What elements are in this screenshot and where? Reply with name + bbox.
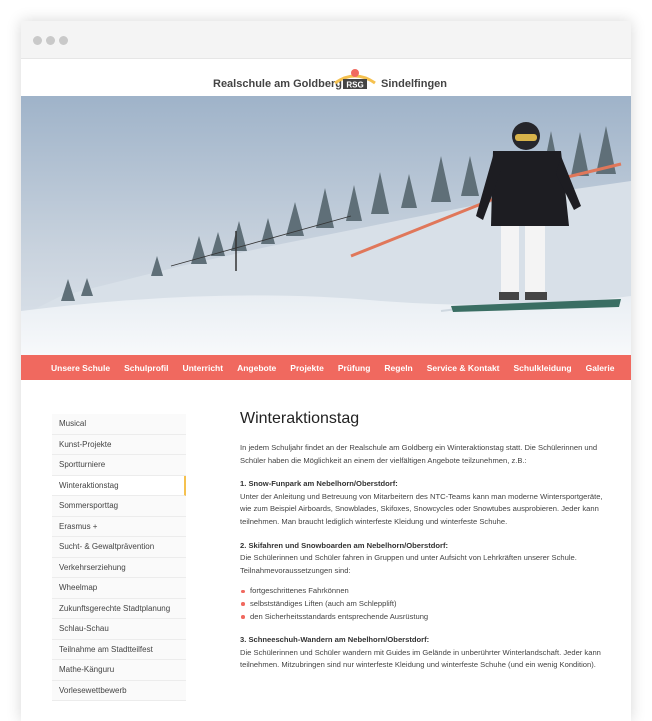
sidebar-item-sportturniere[interactable]: Sportturniere — [52, 455, 186, 476]
sidebar-menu — [52, 414, 186, 701]
nav-item-pruefung[interactable]: Prüfung — [337, 362, 371, 373]
nav-item-schulprofil[interactable]: Schulprofil — [124, 362, 169, 373]
section-3 — [240, 634, 610, 672]
section-3-text: Die Schülerinnen und Schüler wandern mit Guides im Gelände in unberührter Winterlandschaft. Jeder kann teilnehmen. Mitzubringen sind nur winterfeste Kleidung und winterfeste Schuhe (und ein wenig Kondition). — [240, 647, 601, 670]
school-name-right: Sindelfingen — [381, 78, 447, 90]
window-dot-icon[interactable] — [46, 36, 55, 45]
main-nav — [21, 355, 631, 380]
sidebar-item-vorlesewettbewerb[interactable]: Vorlesewettbewerb — [52, 681, 186, 702]
sidebar-item-winteraktionstag[interactable]: Winteraktionstag — [52, 476, 186, 497]
page-content — [21, 380, 631, 720]
nav-item-service-kontakt[interactable]: Service & Kontakt — [426, 362, 500, 373]
sidebar-item-schlau-schau[interactable]: Schlau-Schau — [52, 619, 186, 640]
window-dot-icon[interactable] — [33, 36, 42, 45]
browser-window — [21, 21, 631, 721]
section-1 — [240, 478, 610, 528]
hero-image — [21, 96, 631, 355]
section-3-title: 3. Schneeschuh-Wandern am Nebelhorn/Oberstdorf: — [240, 635, 430, 645]
nav-item-projekte[interactable]: Projekte — [290, 362, 324, 373]
sidebar-item-musical[interactable]: Musical — [52, 414, 186, 435]
nav-item-schulkleidung[interactable]: Schulkleidung — [513, 362, 572, 373]
nav-item-angebote[interactable]: Angebote — [237, 362, 277, 373]
nav-item-unterricht[interactable]: Unterricht — [182, 362, 224, 373]
school-name-left: Realschule am Goldberg — [213, 78, 342, 90]
sidebar-item-kunst-projekte[interactable]: Kunst-Projekte — [52, 435, 186, 456]
sidebar-item-erasmus[interactable]: Erasmus + — [52, 517, 186, 538]
list-item: fortgeschrittenes Fahrkönnen — [240, 585, 610, 598]
nav-item-regeln[interactable]: Regeln — [384, 362, 413, 373]
site-header — [21, 59, 631, 96]
section-1-title: 1. Snow-Funpark am Nebelhorn/Oberstdorf: — [240, 479, 398, 489]
section-2-text: Die Schülerinnen und Schüler fahren in Gruppen und unter Aufsicht von Lehrkräften unserer Schule. Teilnahmevoraussetzungen sind: — [240, 553, 577, 575]
sidebar-item-verkehrserziehung[interactable]: Verkehrserziehung — [52, 558, 186, 579]
svg-text:RSG: RSG — [346, 80, 364, 90]
intro-text: In jedem Schuljahr findet an der Realschule am Goldberg ein Winteraktionstag statt. Die Schülerinnen und Schüler haben die Möglichkeit an einem der vielfältigen Angebote teilzunehmen, z.B.: — [240, 443, 598, 465]
window-titlebar — [21, 21, 631, 59]
window-dot-icon[interactable] — [59, 36, 68, 45]
sidebar-item-wheelmap[interactable]: Wheelmap — [52, 578, 186, 599]
sidebar-item-stadtteilfest[interactable]: Teilnahme am Stadtteilfest — [52, 640, 186, 661]
nav-item-unsere-schule[interactable]: Unsere Schule — [51, 362, 111, 373]
sidebar-item-stadtplanung[interactable]: Zukunftsgerechte Stadtplanung — [52, 599, 186, 620]
section-1-text: Unter der Anleitung und Betreuung von Mitarbeitern des NTC-Teams kann man moderne Wintersportgeräte, wie zum Beispiel Airboards, Snowblades, Skifoxes, Snowcycles oder Snowtubes ausprobieren. Jeder kann teilnehmen. Man braucht lediglich winterfeste Kleidung und winterfeste Schuhe. — [240, 491, 603, 526]
article — [240, 410, 610, 683]
sidebar-item-mathe-kaenguru[interactable]: Mathe-Känguru — [52, 660, 186, 681]
school-logo-icon[interactable] — [333, 67, 377, 93]
requirements-list — [240, 585, 610, 623]
nav-item-galerie[interactable]: Galerie — [585, 362, 615, 373]
section-2-title: 2. Skifahren und Snowboarden am Nebelhorn/Oberstdorf: — [240, 540, 449, 550]
section-2 — [240, 540, 610, 578]
sidebar-item-sucht-gewaltpraevention[interactable]: Sucht- & Gewaltprävention — [52, 537, 186, 558]
list-item: selbstständiges Liften (auch am Schlepplift) — [240, 598, 610, 611]
sidebar-item-sommersporttag[interactable]: Sommersporttag — [52, 496, 186, 517]
list-item: den Sicherheitsstandards entsprechende Ausrüstung — [240, 611, 610, 624]
page-title: Winteraktionstag — [240, 410, 360, 427]
